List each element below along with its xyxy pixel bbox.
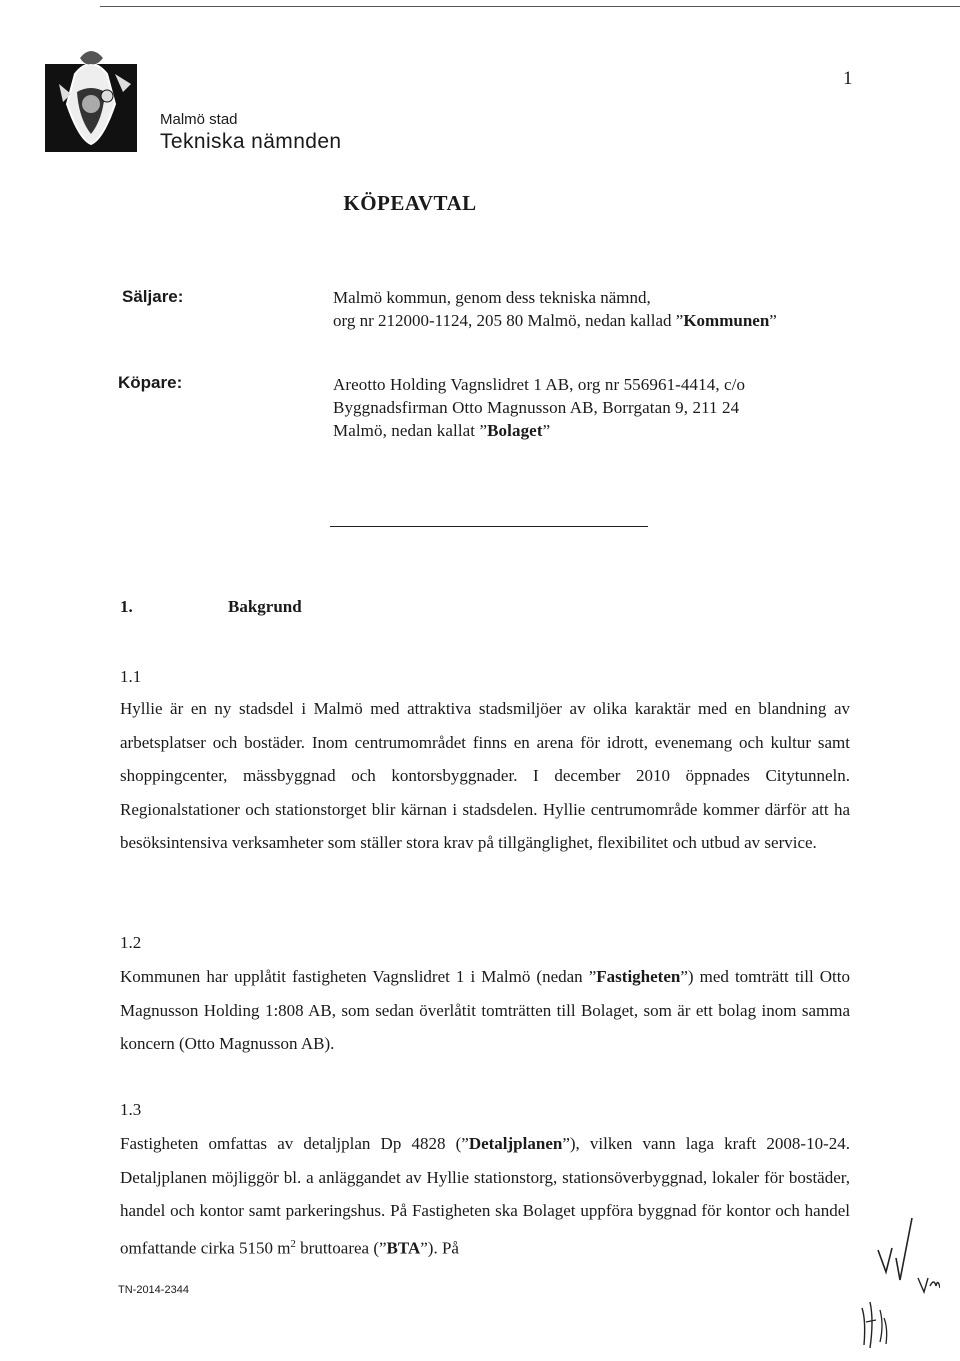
seller-defined-term: Kommunen <box>683 311 770 330</box>
paragraph-1-1: Hyllie är en ny stadsdel i Malmö med attraktiva stadsmiljöer av olika karaktär med en blandning av arbetsplatser och bostäder. Inom centrumområdet finns en arena för idrott, evenemang och kultur samt shoppingcenter, mässbyggnad och kontorsbyggnader. I december 2010 öppnades Citytunneln. Regionalstationer och stationstorget blir kärnan i stadsdelen. Hyllie centrumområde kommer därför att ha besöksintensiva verksamheter som ställer stora krav på tillgänglighet, flexibilitet och utbud av service. <box>120 699 850 852</box>
buyer-defined-term: Bolaget <box>487 421 543 440</box>
buyer-line-2: Byggnadsfirman Otto Magnusson AB, Borrgatan 9, 211 24 <box>333 398 740 417</box>
org-name-city: Malmö stad <box>160 111 238 128</box>
section-number: 1. <box>120 597 133 616</box>
buyer-details <box>333 373 853 442</box>
seller-line-1: Malmö kommun, genom dess tekniska nämnd, <box>333 288 651 307</box>
paragraph-1-3: Fastigheten omfattas av detaljplan Dp 4828 (”Detaljplanen”), vilken vann laga kraft 2008-10-24. Detaljplanen möjliggör bl. a anläggandet av Hyllie stationstorg, stationsöverbyggnad, lokaler för bostäder, handel och kontor samt parkeringshus. På Fastigheten ska Bolaget uppföra byggnad för kontor och handel omfattande cirka 5150 $m^2$ bruttoarea (”BTA”). På <box>120 1134 850 1258</box>
defined-term-detaljplanen: Detaljplanen <box>468 1134 563 1153</box>
seller-details <box>333 286 873 332</box>
document-reference-code: TN-2014-2344 <box>118 1284 189 1296</box>
handwritten-initials-signature <box>840 1210 940 1350</box>
malmo-coat-of-arms-logo <box>45 44 137 152</box>
paragraph-number-1-2: 1.2 <box>120 933 142 952</box>
paragraph-number-1-3: 1.3 <box>120 1100 142 1119</box>
separator-line <box>330 526 648 527</box>
buyer-line-1: Areotto Holding Vagnslidret 1 AB, org nr 556961-4414, c/o <box>333 375 746 394</box>
seller-label: Säljare: <box>122 287 184 306</box>
defined-term-fastigheten: Fastigheten <box>596 967 681 986</box>
section-title: Bakgrund <box>228 597 302 616</box>
page-number: 1 <box>843 68 853 89</box>
org-name-committee: Tekniska nämnden <box>160 130 342 153</box>
paragraph-1-2: Kommunen har upplåtit fastigheten Vagnslidret 1 i Malmö (nedan ”Fastigheten”) med tomträtt till Otto Magnusson Holding 1:808 AB, som sedan överlåtit tomträtten till Bolaget, som är ett bolag inom samma koncern (Otto Magnusson AB). <box>120 967 850 1053</box>
top-rule <box>100 6 960 7</box>
buyer-label: Köpare: <box>118 373 183 392</box>
seller-line-2: org nr 212000-1124, 205 80 Malmö, nedan kallad ”Kommunen” <box>333 311 777 330</box>
document-title: KÖPEAVTAL <box>343 191 477 215</box>
defined-term-bta: BTA <box>386 1238 421 1258</box>
buyer-line-3: Malmö, nedan kallat ”Bolaget” <box>333 421 551 440</box>
paragraph-number-1-1: 1.1 <box>120 667 142 686</box>
